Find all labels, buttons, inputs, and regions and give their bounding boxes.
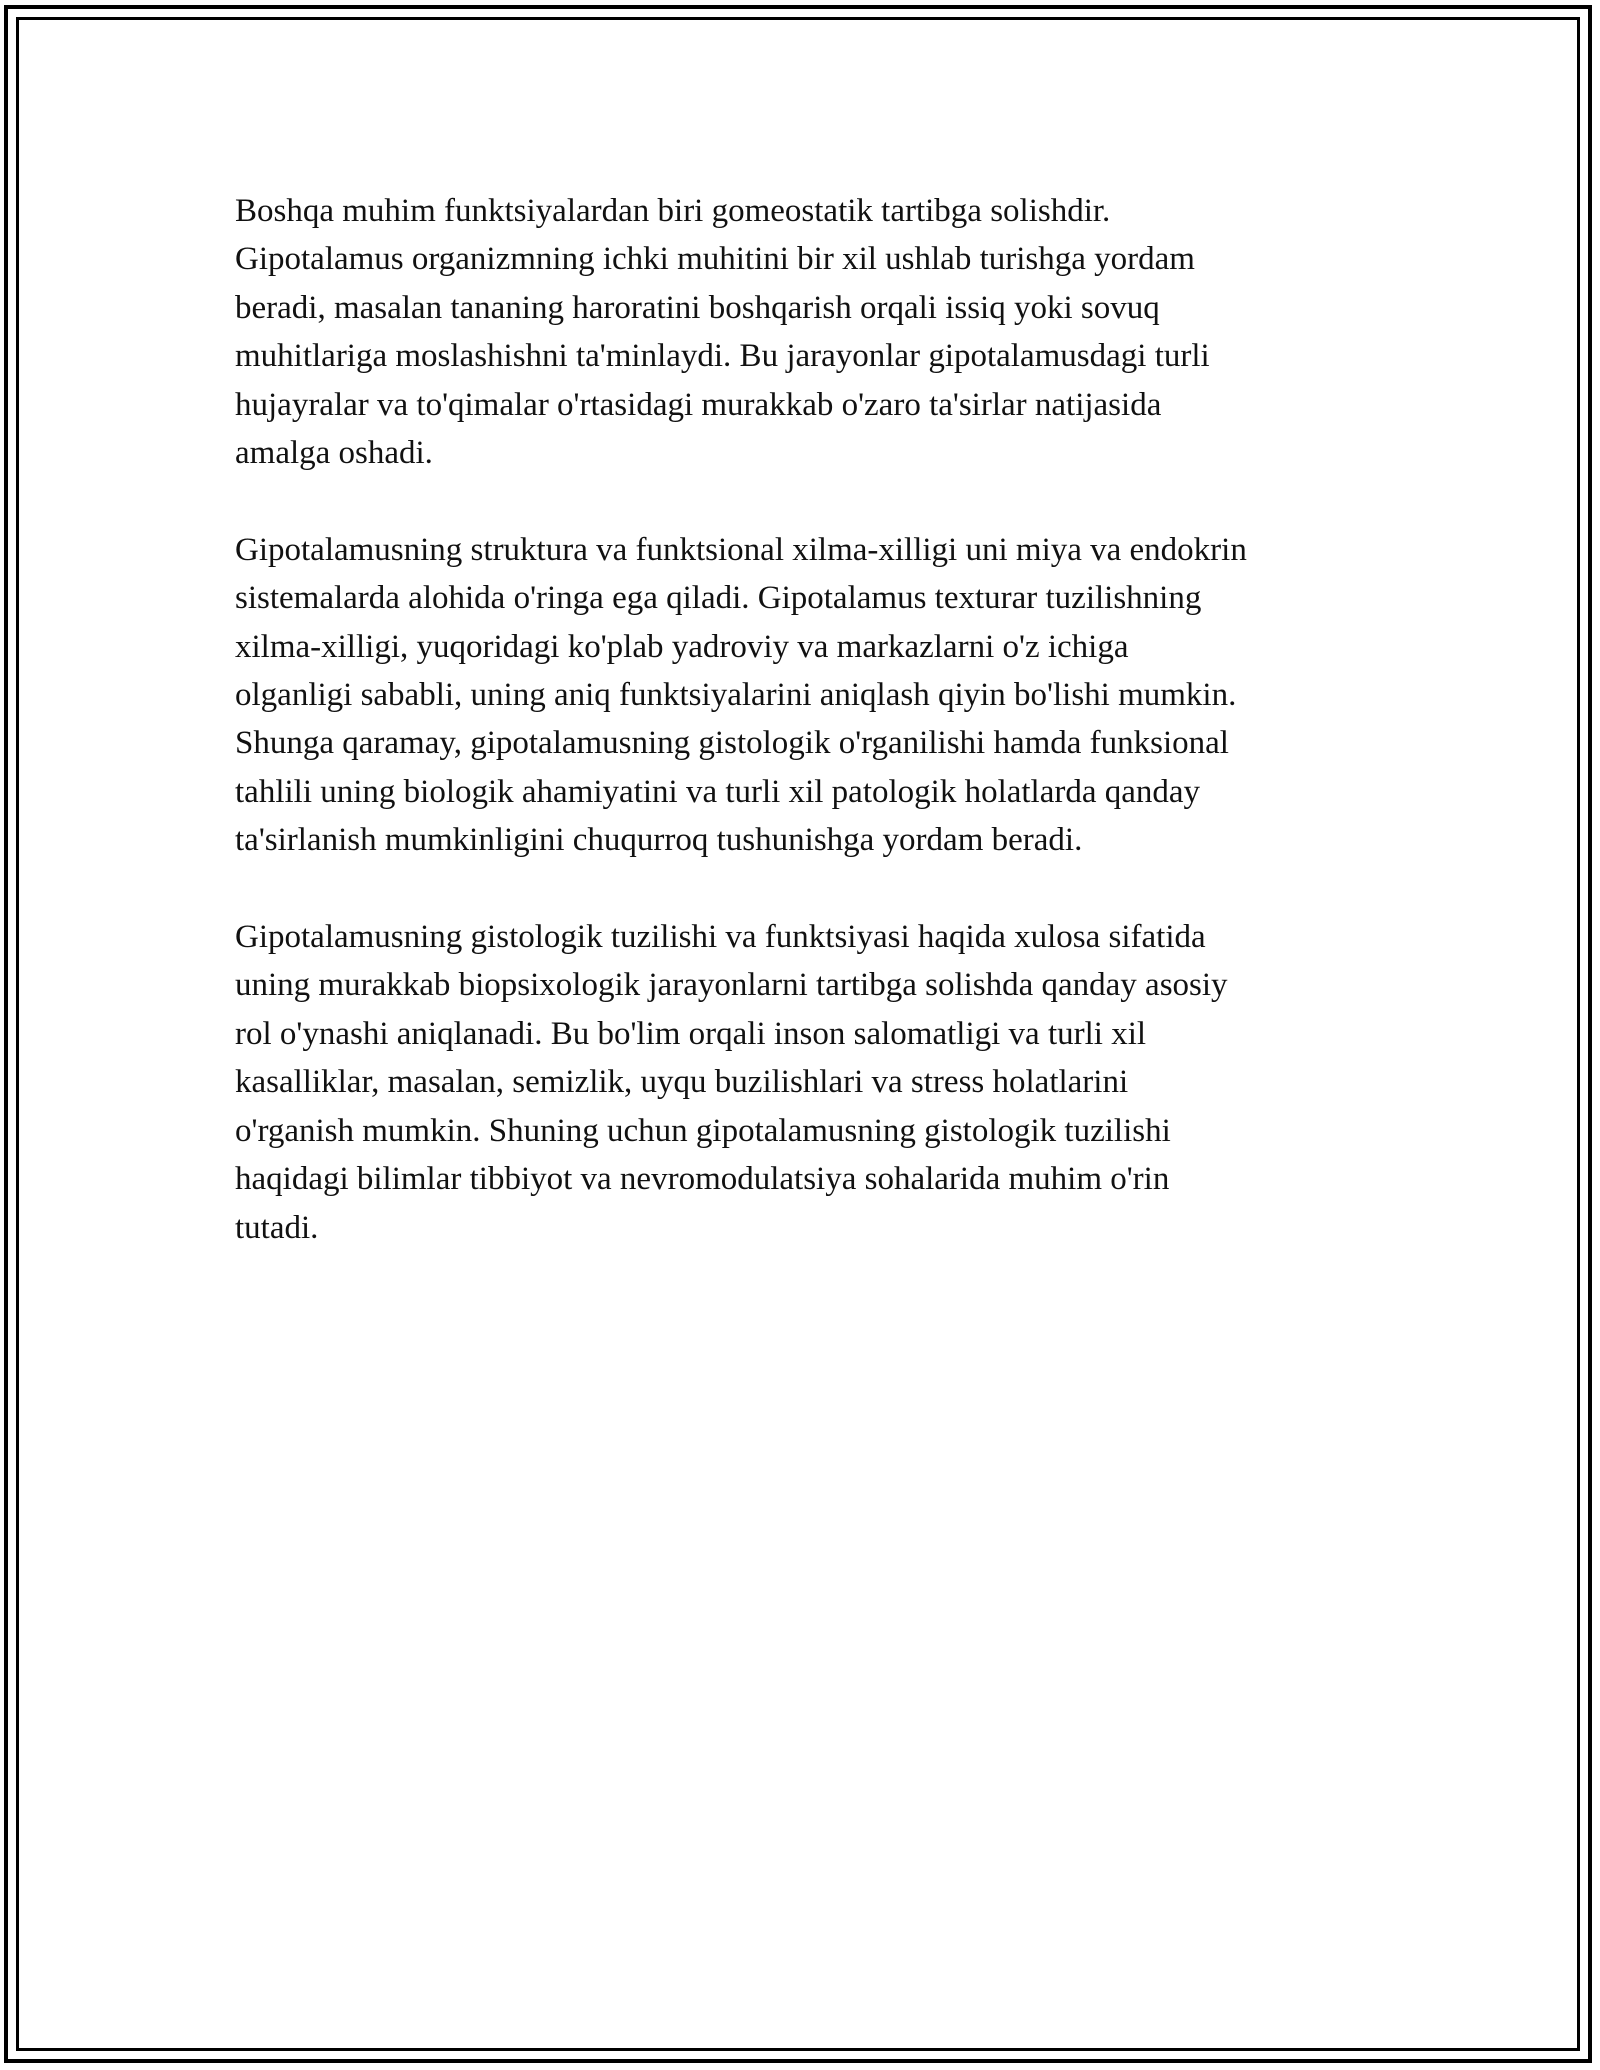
text-line: xilma-xilligi, yuqoridagi ko'plab yadroviy va markazlarni o'z ichiga — [235, 628, 1129, 665]
text-line: olganligi sababli, uning aniq funktsiyalarini aniqlash qiyin bo'lishi mumkin. — [235, 677, 1237, 714]
paragraph-structure-diversity — [235, 526, 1375, 865]
document-body — [235, 187, 1375, 1300]
text-line: haqidagi bilimlar tibbiyot va nevromodulatsiya sohalarida muhim o'rin — [235, 1161, 1170, 1198]
text-line: Shunga qaramay, gipotalamusning gistologik o'rganilishi hamda funksional — [235, 725, 1229, 762]
text-line: hujayralar va to'qimalar o'rtasidagi murakkab o'zaro ta'sirlar natijasida — [235, 386, 1162, 423]
text-line: tahlili uning biologik ahamiyatini va turli xil patologik holatlarda qanday — [235, 773, 1201, 810]
text-line: amalga oshadi. — [235, 435, 433, 472]
text-line: Gipotalamusning gistologik tuzilishi va funktsiyasi haqida xulosa sifatida — [235, 919, 1206, 956]
text-line: beradi, masalan tananing haroratini boshqarish orqali issiq yoki sovuq — [235, 289, 1160, 326]
paragraph-homeostasis — [235, 187, 1375, 477]
text-line: uning murakkab biopsixologik jarayonlarni tartibga solishda qanday asosiy — [235, 967, 1228, 1004]
text-line: muhitlariga moslashishni ta'minlaydi. Bu jarayonlar gipotalamusdagi turli — [235, 338, 1210, 375]
paragraph-conclusion — [235, 913, 1375, 1252]
text-line: rol o'ynashi aniqlanadi. Bu bo'lim orqali inson salomatligi va turli xil — [235, 1015, 1147, 1052]
text-line: kasalliklar, masalan, semizlik, uyqu buzilishlari va stress holatlarini — [235, 1064, 1129, 1101]
text-line: sistemalarda alohida o'ringa ega qiladi. Gipotalamus texturar tuzilishning — [235, 580, 1202, 617]
text-line: tutadi. — [235, 1209, 319, 1246]
text-line: Gipotalamus organizmning ichki muhitini bir xil ushlab turishga yordam — [235, 241, 1195, 278]
text-line: ta'sirlanish mumkinligini chuqurroq tushunishga yordam beradi. — [235, 822, 1083, 859]
text-line: o'rganish mumkin. Shuning uchun gipotalamusning gistologik tuzilishi — [235, 1112, 1171, 1149]
text-line: Gipotalamusning struktura va funktsional xilma-xilligi uni miya va endokrin — [235, 531, 1247, 568]
text-line: Boshqa muhim funktsiyalardan biri gomeostatik tartibga solishdir. — [235, 193, 1111, 229]
